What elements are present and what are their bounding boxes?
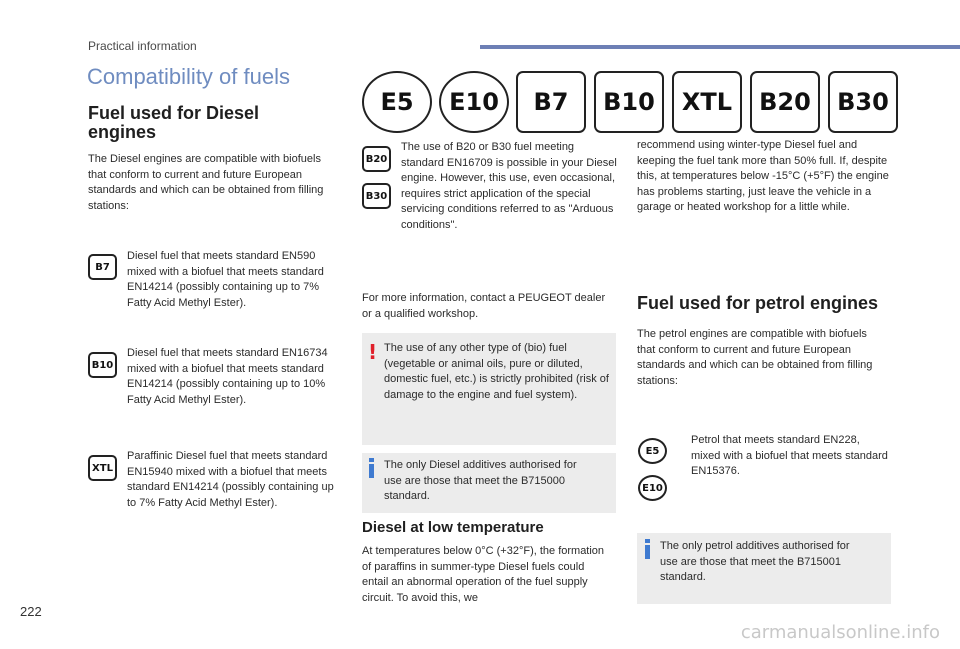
info-icon (645, 539, 650, 559)
info-icon (369, 458, 374, 478)
badge-b10: B10 (88, 352, 117, 378)
petrol-info-text: The only petrol additives authorised for use are those that meet the B715001 standard. (660, 540, 850, 583)
diesel-heading-line2: engines (88, 122, 157, 142)
section-label: Practical information (88, 39, 197, 53)
header-accent-bar (480, 45, 960, 49)
fuel-badge-xtl: XTL (672, 71, 742, 133)
low-temp-continued-text: recommend using winter-type Diesel fuel and keeping the fuel tank more than 50% full. If, despite this, at temperatures below -15°C (+5°F) the engine has problems starting, just leave the vehicle in a garage or heated workshop for a little while. (637, 139, 889, 213)
contact-text: For more information, contact a PEUGEOT dealer or a qualified workshop. (362, 292, 606, 320)
diesel-item-b7-text: Diesel fuel that meets standard EN590 mixed with a biofuel that meets standard EN14214 (possibly containing up to 7% Fatty Acid Methyl Ester). (127, 250, 324, 309)
diesel-intro: The Diesel engines are compatible with biofuels that conform to current and future European standards and which can be obtained from filling stations: (88, 153, 324, 212)
fuel-badge-b20: B20 (750, 71, 820, 133)
petrol-intro: The petrol engines are compatible with biofuels that conform to current and future European standards and which can be obtained from filling stations: (637, 328, 873, 387)
badge-b7: B7 (88, 254, 117, 280)
petrol-item-text: Petrol that meets standard EN228, mixed with a biofuel that meets standard EN15376. (691, 434, 888, 477)
page-title: Compatibility of fuels (87, 64, 290, 89)
diesel-item-b10-text: Diesel fuel that meets standard EN16734 mixed with a biofuel that meets standard EN14214 (possibly containing up to 10% Fatty Acid Methyl Ester). (127, 347, 328, 406)
badge-b30: B30 (362, 183, 391, 209)
page-number: 222 (20, 604, 42, 619)
warning-text: The use of any other type of (bio) fuel (vegetable or animal oils, pure or diluted, domestic fuel, etc.) is strictly prohibited (risk of damage to the engine and fuel system). (384, 342, 609, 401)
diesel-info-text: The only Diesel additives authorised for use are those that meet the B715000 standard. (384, 459, 577, 502)
badge-b20: B20 (362, 146, 391, 172)
low-temp-heading: Diesel at low temperature (362, 519, 544, 536)
diesel-heading (88, 104, 338, 142)
fuel-badge-b10: B10 (594, 71, 664, 133)
low-temp-text: At temperatures below 0°C (+32°F), the formation of paraffins in summer-type Diesel fuels could entail an abnormal operation of the fuel supply circuit. To avoid this, we (362, 545, 605, 604)
petrol-heading: Fuel used for petrol engines (637, 293, 879, 313)
diesel-heading-line1: Fuel used for Diesel (88, 103, 260, 123)
fuel-badge-b30: B30 (828, 71, 898, 133)
badge-e5: E5 (638, 438, 667, 464)
warning-icon: ! (368, 340, 378, 364)
watermark: carmanualsonline.info (740, 622, 940, 643)
badge-e10: E10 (638, 475, 667, 501)
badge-xtl: XTL (88, 455, 117, 481)
fuel-badge-e5: E5 (362, 71, 432, 133)
b20-b30-text: The use of B20 or B30 fuel meeting standard EN16709 is possible in your Diesel engine. However, this use, even occasional, requires strict application of the special servicing conditions referred to as "Arduous conditions". (401, 141, 617, 231)
diesel-item-xtl-text: Paraffinic Diesel fuel that meets standard EN15940 mixed with a biofuel that meets standard EN14214 (possibly containing up to 7% Fatty Acid Methyl Ester). (127, 450, 334, 509)
fuel-badge-b7: B7 (516, 71, 586, 133)
fuel-badge-e10: E10 (439, 71, 509, 133)
